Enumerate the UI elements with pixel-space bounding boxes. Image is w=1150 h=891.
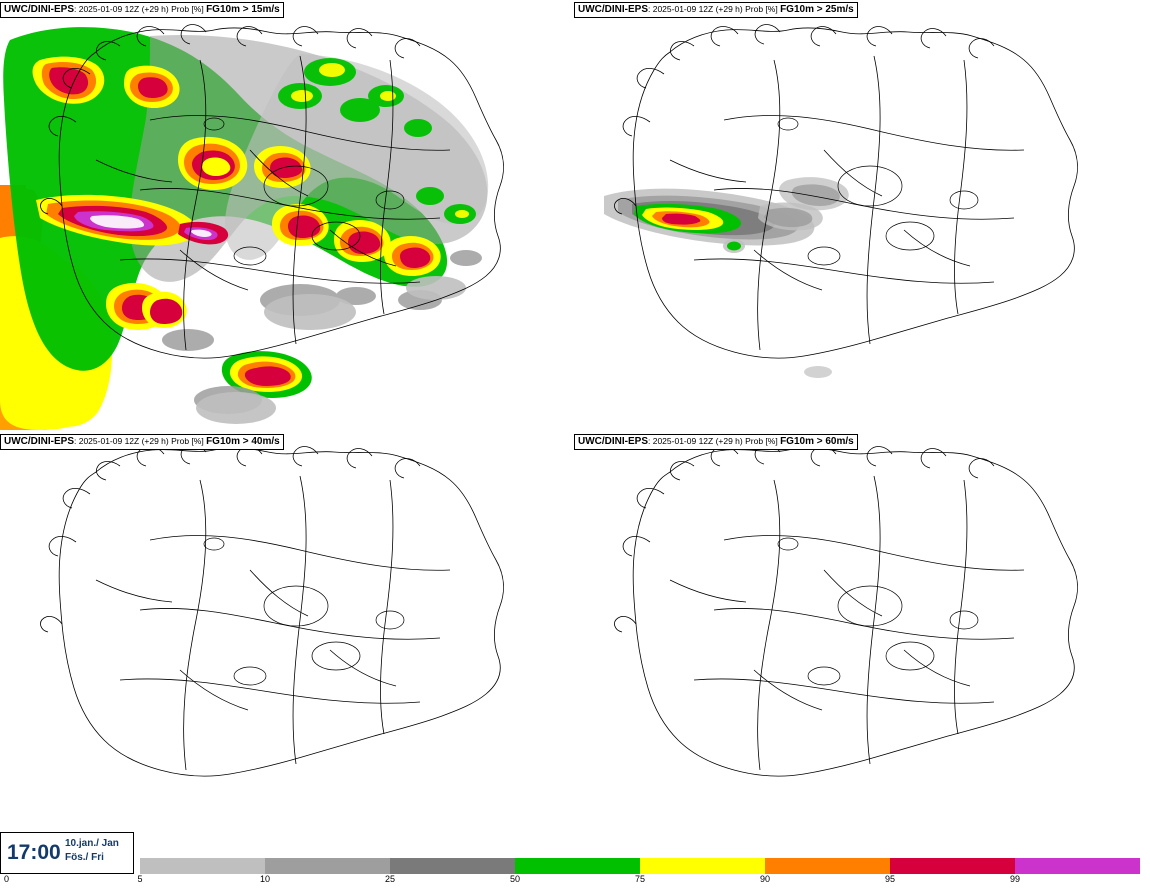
colorbar-swatch-4 xyxy=(640,858,765,874)
colorbar-tick-0: 0 xyxy=(4,874,10,884)
panel-vertical-divider xyxy=(572,0,574,830)
panel-run-label: : 2025-01-09 12Z (+29 h) Prob [%] xyxy=(648,436,781,446)
map-panel-40ms[interactable] xyxy=(0,432,572,830)
panel-title-40ms xyxy=(0,434,284,450)
colorbar-tick-90: 90 xyxy=(759,874,771,884)
panel-model-label: UWC/DINI-EPS xyxy=(4,436,74,447)
panel-param-label: FG10m > 25m/s xyxy=(780,4,854,15)
colorbar-tick-95: 95 xyxy=(884,874,896,884)
colorbar-swatch-2 xyxy=(390,858,515,874)
panel-model-label: UWC/DINI-EPS xyxy=(4,4,74,15)
probability-colorbar xyxy=(140,858,1140,874)
colorbar-tick-75: 75 xyxy=(634,874,646,884)
panel-param-label: FG10m > 15m/s xyxy=(206,4,280,15)
colorbar-tick-50: 50 xyxy=(509,874,521,884)
colorbar-swatch-6 xyxy=(890,858,1015,874)
map-25ms xyxy=(574,0,1150,430)
colorbar-tick-99: 99 xyxy=(1009,874,1021,884)
probability-shading-15ms xyxy=(0,27,488,430)
colorbar-swatch-1 xyxy=(265,858,390,874)
panel-title-25ms xyxy=(574,2,858,18)
map-panel-25ms[interactable] xyxy=(574,0,1150,430)
colorbar-tick-5: 5 xyxy=(137,874,143,884)
coastline-outline xyxy=(41,445,504,777)
colorbar-tick-10: 10 xyxy=(259,874,271,884)
colorbar-swatch-0 xyxy=(140,858,265,874)
coastline-outline xyxy=(615,445,1078,777)
colorbar-swatch-3 xyxy=(515,858,640,874)
map-panel-15ms[interactable] xyxy=(0,0,572,430)
map-15ms xyxy=(0,0,572,430)
panel-run-label: : 2025-01-09 12Z (+29 h) Prob [%] xyxy=(74,4,207,14)
panel-model-label: UWC/DINI-EPS xyxy=(578,436,648,447)
valid-weekday: Fös./ Fri xyxy=(65,852,104,863)
colorbar-swatch-5 xyxy=(765,858,890,874)
probability-shading-25ms xyxy=(604,177,849,378)
colorbar-swatch-7 xyxy=(1015,858,1140,874)
panel-run-label: : 2025-01-09 12Z (+29 h) Prob [%] xyxy=(648,4,781,14)
panel-run-label: : 2025-01-09 12Z (+29 h) Prob [%] xyxy=(74,436,207,446)
map-60ms xyxy=(574,432,1150,830)
panel-param-label: FG10m > 40m/s xyxy=(206,436,280,447)
valid-time-box xyxy=(0,832,134,874)
panel-model-label: UWC/DINI-EPS xyxy=(578,4,648,15)
valid-time: 17:00 xyxy=(7,841,61,864)
map-panel-60ms[interactable] xyxy=(574,432,1150,830)
colorbar-tick-25: 25 xyxy=(384,874,396,884)
map-40ms xyxy=(0,432,572,830)
colorbar-tick-labels xyxy=(0,874,1150,888)
panel-horizontal-divider xyxy=(0,430,1150,432)
valid-date: 10.jan./ Jan xyxy=(65,838,119,849)
panel-title-60ms xyxy=(574,434,858,450)
panel-param-label: FG10m > 60m/s xyxy=(780,436,854,447)
panel-title-15ms xyxy=(0,2,284,18)
